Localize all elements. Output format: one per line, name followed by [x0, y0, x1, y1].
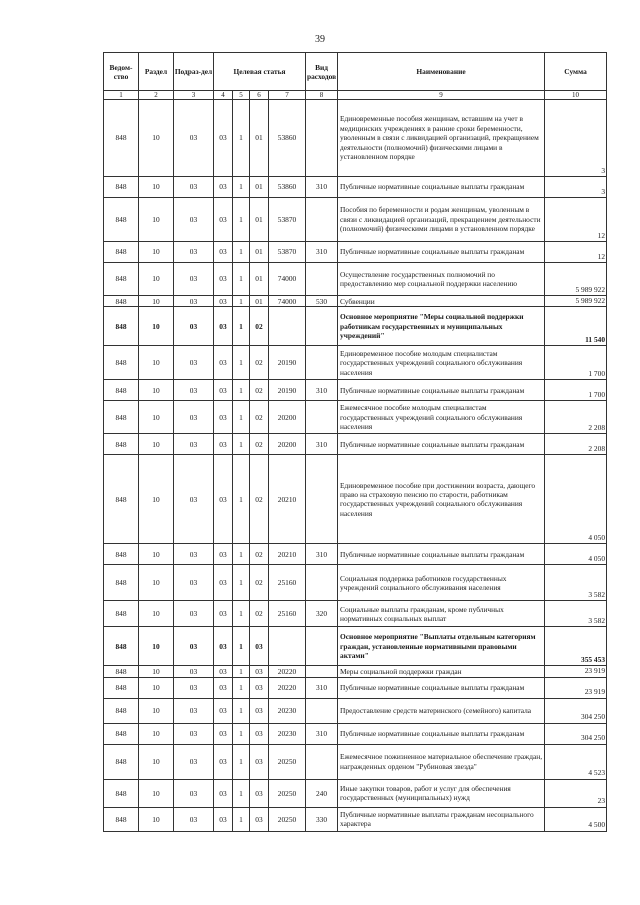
- column-number: 5: [233, 91, 250, 100]
- item-amount: 4 523: [545, 744, 607, 779]
- target-code-part2: 1: [233, 723, 250, 744]
- item-amount: 1 700: [545, 380, 607, 401]
- target-code-part3: 02: [250, 455, 269, 544]
- subsection-code: 03: [174, 307, 214, 346]
- header-naimenovanie: Наименование: [338, 53, 545, 91]
- target-code-part1: 03: [214, 723, 233, 744]
- subsection-code: 03: [174, 779, 214, 807]
- item-description: Единовременные пособия женщинам, вставшим на учет в медицинских учреждениях в ранние сроки беременности, уволенным в связи с ликвидацией организаций, прекращением деятельности (полномочий) физическими лицами в установленном порядке: [338, 100, 545, 177]
- subsection-code: 03: [174, 698, 214, 723]
- expense-type-code: 310: [306, 242, 338, 263]
- item-amount: 23 919: [545, 677, 607, 698]
- item-description: Публичные нормативные выплаты гражданам несоциального характера: [338, 807, 545, 831]
- expense-type-code: [306, 666, 338, 677]
- target-code-part1: 03: [214, 666, 233, 677]
- subsection-code: 03: [174, 380, 214, 401]
- header-podrazdel: Подраз-дел: [174, 53, 214, 91]
- header-celevaya-statya: Целевая статья: [214, 53, 306, 91]
- target-code-part2: 1: [233, 698, 250, 723]
- expense-type-code: 330: [306, 807, 338, 831]
- target-code-part3: 02: [250, 565, 269, 601]
- target-code-part3: 02: [250, 544, 269, 565]
- target-code-part1: 03: [214, 263, 233, 296]
- table-row: [104, 296, 607, 307]
- target-code-part2: 1: [233, 296, 250, 307]
- target-code-part3: 03: [250, 666, 269, 677]
- ministry-code: 848: [104, 434, 139, 455]
- header-row: [104, 53, 607, 91]
- item-description: Публичные нормативные социальные выплаты гражданам: [338, 434, 545, 455]
- target-code-part4: 20250: [269, 744, 306, 779]
- section-code: 10: [139, 779, 174, 807]
- target-code-part1: 03: [214, 434, 233, 455]
- target-code-part1: 03: [214, 177, 233, 198]
- subsection-code: 03: [174, 744, 214, 779]
- item-amount: 23: [545, 779, 607, 807]
- target-code-part1: 03: [214, 380, 233, 401]
- subsection-code: 03: [174, 263, 214, 296]
- target-code-part4: 74000: [269, 263, 306, 296]
- target-code-part1: 03: [214, 677, 233, 698]
- header-vid-rashodov: Вид расходов: [306, 53, 338, 91]
- target-code-part4: 53870: [269, 242, 306, 263]
- target-code-part1: 03: [214, 779, 233, 807]
- section-code: 10: [139, 198, 174, 242]
- target-code-part2: 1: [233, 666, 250, 677]
- header-vedomstvo: Ведом-ство: [104, 53, 139, 91]
- target-code-part2: 1: [233, 455, 250, 544]
- ministry-code: 848: [104, 779, 139, 807]
- table-row: [104, 544, 607, 565]
- target-code-part4: 25160: [269, 601, 306, 627]
- column-number-row: [104, 91, 607, 100]
- section-code: 10: [139, 677, 174, 698]
- ministry-code: 848: [104, 601, 139, 627]
- section-code: 10: [139, 401, 174, 434]
- section-code: 10: [139, 100, 174, 177]
- target-code-part4: 53860: [269, 100, 306, 177]
- expense-type-code: 310: [306, 434, 338, 455]
- subsection-code: 03: [174, 601, 214, 627]
- item-description: Ежемесячное пожизненное материальное обеспечение граждан, награжденных орденом "Рубиновая звезда": [338, 744, 545, 779]
- target-code-part1: 03: [214, 627, 233, 666]
- target-code-part2: 1: [233, 807, 250, 831]
- item-description: Предоставление средств материнского (семейного) капитала: [338, 698, 545, 723]
- section-code: 10: [139, 263, 174, 296]
- item-description: Осуществление государственных полномочий по предоставлению мер социальной поддержки населению: [338, 263, 545, 296]
- subsection-code: 03: [174, 242, 214, 263]
- section-code: 10: [139, 627, 174, 666]
- target-code-part4: 74000: [269, 296, 306, 307]
- item-description: Основное мероприятие "Меры социальной поддержки работникам государственных и муниципальных учреждений": [338, 307, 545, 346]
- item-amount: 4 050: [545, 544, 607, 565]
- table-row: [104, 601, 607, 627]
- target-code-part2: 1: [233, 307, 250, 346]
- target-code-part3: 01: [250, 100, 269, 177]
- item-amount: 23 919: [545, 666, 607, 677]
- column-number: 6: [250, 91, 269, 100]
- expense-type-code: [306, 627, 338, 666]
- target-code-part4: [269, 627, 306, 666]
- ministry-code: 848: [104, 807, 139, 831]
- table-row: [104, 100, 607, 177]
- expense-type-code: [306, 698, 338, 723]
- target-code-part1: 03: [214, 544, 233, 565]
- target-code-part1: 03: [214, 744, 233, 779]
- target-code-part3: 03: [250, 677, 269, 698]
- expense-type-code: [306, 307, 338, 346]
- target-code-part1: 03: [214, 601, 233, 627]
- section-code: 10: [139, 744, 174, 779]
- expense-type-code: 310: [306, 177, 338, 198]
- table-row: [104, 779, 607, 807]
- target-code-part4: 20200: [269, 401, 306, 434]
- target-code-part3: 01: [250, 198, 269, 242]
- section-code: 10: [139, 455, 174, 544]
- target-code-part3: 02: [250, 401, 269, 434]
- target-code-part2: 1: [233, 779, 250, 807]
- subsection-code: 03: [174, 401, 214, 434]
- target-code-part3: 01: [250, 296, 269, 307]
- target-code-part4: 53870: [269, 198, 306, 242]
- table-row: [104, 401, 607, 434]
- ministry-code: 848: [104, 177, 139, 198]
- item-amount: 2 208: [545, 434, 607, 455]
- target-code-part3: 01: [250, 263, 269, 296]
- ministry-code: 848: [104, 666, 139, 677]
- item-description: Иные закупки товаров, работ и услуг для обеспечения государственных (муниципальных) нужд: [338, 779, 545, 807]
- item-description: Социальные выплаты гражданам, кроме публичных нормативных социальных выплат: [338, 601, 545, 627]
- table-row: [104, 666, 607, 677]
- table-row: [104, 677, 607, 698]
- column-number: 9: [338, 91, 545, 100]
- target-code-part1: 03: [214, 198, 233, 242]
- column-number: 3: [174, 91, 214, 100]
- target-code-part2: 1: [233, 565, 250, 601]
- item-amount: 5 989 922: [545, 296, 607, 307]
- target-code-part4: [269, 307, 306, 346]
- budget-table: [103, 52, 607, 832]
- item-amount: 4 050: [545, 455, 607, 544]
- item-amount: 5 989 922: [545, 263, 607, 296]
- ministry-code: 848: [104, 565, 139, 601]
- item-amount: 2 208: [545, 401, 607, 434]
- subsection-code: 03: [174, 677, 214, 698]
- table-row: [104, 346, 607, 380]
- subsection-code: 03: [174, 723, 214, 744]
- item-description: Единовременное пособие молодым специалистам государственных учреждений социального обслуживания населения: [338, 346, 545, 380]
- target-code-part3: 03: [250, 627, 269, 666]
- subsection-code: 03: [174, 434, 214, 455]
- item-description: Публичные нормативные социальные выплаты гражданам: [338, 177, 545, 198]
- table-row: [104, 177, 607, 198]
- section-code: 10: [139, 177, 174, 198]
- target-code-part2: 1: [233, 198, 250, 242]
- ministry-code: 848: [104, 401, 139, 434]
- item-amount: 1 700: [545, 346, 607, 380]
- target-code-part3: 02: [250, 434, 269, 455]
- expense-type-code: [306, 198, 338, 242]
- expense-type-code: 310: [306, 544, 338, 565]
- item-amount: 4 500: [545, 807, 607, 831]
- section-code: 10: [139, 544, 174, 565]
- target-code-part1: 03: [214, 100, 233, 177]
- ministry-code: 848: [104, 627, 139, 666]
- target-code-part4: 53860: [269, 177, 306, 198]
- expense-type-code: 310: [306, 677, 338, 698]
- item-amount: 12: [545, 198, 607, 242]
- target-code-part4: 20230: [269, 723, 306, 744]
- subsection-code: 03: [174, 177, 214, 198]
- target-code-part3: 03: [250, 779, 269, 807]
- ministry-code: 848: [104, 263, 139, 296]
- target-code-part1: 03: [214, 565, 233, 601]
- section-code: 10: [139, 666, 174, 677]
- target-code-part4: 20210: [269, 455, 306, 544]
- target-code-part3: 03: [250, 698, 269, 723]
- item-description: Субвенции: [338, 296, 545, 307]
- section-code: 10: [139, 380, 174, 401]
- target-code-part2: 1: [233, 242, 250, 263]
- target-code-part1: 03: [214, 296, 233, 307]
- item-amount: 304 250: [545, 698, 607, 723]
- target-code-part1: 03: [214, 455, 233, 544]
- target-code-part4: 20230: [269, 698, 306, 723]
- expense-type-code: 310: [306, 380, 338, 401]
- target-code-part3: 02: [250, 380, 269, 401]
- target-code-part1: 03: [214, 698, 233, 723]
- budget-rows: [104, 100, 607, 832]
- column-number: 4: [214, 91, 233, 100]
- expense-type-code: 320: [306, 601, 338, 627]
- table-row: [104, 565, 607, 601]
- target-code-part4: 20220: [269, 677, 306, 698]
- item-description: Ежемесячное пособие молодым специалистам государственных учреждений социального обслуживания населения: [338, 401, 545, 434]
- column-number: 10: [545, 91, 607, 100]
- subsection-code: 03: [174, 296, 214, 307]
- item-description: Публичные нормативные социальные выплаты гражданам: [338, 380, 545, 401]
- target-code-part2: 1: [233, 177, 250, 198]
- subsection-code: 03: [174, 807, 214, 831]
- target-code-part2: 1: [233, 434, 250, 455]
- target-code-part1: 03: [214, 346, 233, 380]
- target-code-part3: 02: [250, 346, 269, 380]
- target-code-part3: 01: [250, 242, 269, 263]
- expense-type-code: 310: [306, 723, 338, 744]
- subsection-code: 03: [174, 544, 214, 565]
- section-code: 10: [139, 434, 174, 455]
- target-code-part4: 25160: [269, 565, 306, 601]
- target-code-part1: 03: [214, 807, 233, 831]
- ministry-code: 848: [104, 744, 139, 779]
- target-code-part2: 1: [233, 601, 250, 627]
- page-number: 39: [315, 34, 325, 45]
- section-code: 10: [139, 307, 174, 346]
- item-amount: 355 453: [545, 627, 607, 666]
- ministry-code: 848: [104, 198, 139, 242]
- ministry-code: 848: [104, 544, 139, 565]
- item-description: Публичные нормативные социальные выплаты гражданам: [338, 723, 545, 744]
- expense-type-code: [306, 100, 338, 177]
- item-amount: 12: [545, 242, 607, 263]
- target-code-part4: 20190: [269, 380, 306, 401]
- ministry-code: 848: [104, 242, 139, 263]
- section-code: 10: [139, 807, 174, 831]
- ministry-code: 848: [104, 723, 139, 744]
- table-row: [104, 263, 607, 296]
- header-summa: Сумма: [545, 53, 607, 91]
- target-code-part4: 20250: [269, 807, 306, 831]
- target-code-part4: 20200: [269, 434, 306, 455]
- section-code: 10: [139, 601, 174, 627]
- ministry-code: 848: [104, 307, 139, 346]
- target-code-part4: 20210: [269, 544, 306, 565]
- item-description: Социальная поддержка работников государственных учреждений социального обслуживания населения: [338, 565, 545, 601]
- section-code: 10: [139, 296, 174, 307]
- table-row: [104, 723, 607, 744]
- section-code: 10: [139, 723, 174, 744]
- table-row: [104, 434, 607, 455]
- target-code-part3: 03: [250, 723, 269, 744]
- expense-type-code: [306, 565, 338, 601]
- table-row: [104, 807, 607, 831]
- item-amount: 11 540: [545, 307, 607, 346]
- target-code-part2: 1: [233, 380, 250, 401]
- item-description: Публичные нормативные социальные выплаты гражданам: [338, 242, 545, 263]
- item-amount: 3: [545, 100, 607, 177]
- subsection-code: 03: [174, 666, 214, 677]
- item-description: Основное мероприятие "Выплаты отдельным категориям граждан, установленные нормативными правовыми актами": [338, 627, 545, 666]
- table-row: [104, 744, 607, 779]
- target-code-part4: 20220: [269, 666, 306, 677]
- ministry-code: 848: [104, 100, 139, 177]
- expense-type-code: [306, 263, 338, 296]
- item-amount: 3 582: [545, 565, 607, 601]
- table-row: [104, 455, 607, 544]
- item-description: Публичные нормативные социальные выплаты гражданам: [338, 544, 545, 565]
- target-code-part2: 1: [233, 263, 250, 296]
- item-description: Пособия по беременности и родам женщинам, уволенным в связи с ликвидацией организаций, прекращением деятельности (полномочий) физическими лицами в установленном порядке: [338, 198, 545, 242]
- expense-type-code: 240: [306, 779, 338, 807]
- table-row: [104, 627, 607, 666]
- expense-type-code: 530: [306, 296, 338, 307]
- subsection-code: 03: [174, 198, 214, 242]
- target-code-part2: 1: [233, 744, 250, 779]
- target-code-part2: 1: [233, 627, 250, 666]
- target-code-part3: 02: [250, 307, 269, 346]
- table-row: [104, 242, 607, 263]
- ministry-code: 848: [104, 698, 139, 723]
- ministry-code: 848: [104, 677, 139, 698]
- subsection-code: 03: [174, 455, 214, 544]
- section-code: 10: [139, 242, 174, 263]
- subsection-code: 03: [174, 100, 214, 177]
- header-razdel: Раздел: [139, 53, 174, 91]
- target-code-part1: 03: [214, 242, 233, 263]
- column-number: 7: [269, 91, 306, 100]
- table-row: [104, 380, 607, 401]
- expense-type-code: [306, 401, 338, 434]
- ministry-code: 848: [104, 455, 139, 544]
- item-amount: 3: [545, 177, 607, 198]
- target-code-part1: 03: [214, 307, 233, 346]
- expense-type-code: [306, 455, 338, 544]
- expense-type-code: [306, 744, 338, 779]
- table-row: [104, 307, 607, 346]
- expense-type-code: [306, 346, 338, 380]
- section-code: 10: [139, 698, 174, 723]
- target-code-part3: 02: [250, 601, 269, 627]
- column-number: 1: [104, 91, 139, 100]
- subsection-code: 03: [174, 346, 214, 380]
- item-amount: 304 250: [545, 723, 607, 744]
- section-code: 10: [139, 346, 174, 380]
- target-code-part3: 03: [250, 807, 269, 831]
- target-code-part2: 1: [233, 346, 250, 380]
- ministry-code: 848: [104, 296, 139, 307]
- target-code-part4: 20190: [269, 346, 306, 380]
- target-code-part1: 03: [214, 401, 233, 434]
- item-description: Публичные нормативные социальные выплаты гражданам: [338, 677, 545, 698]
- table-row: [104, 698, 607, 723]
- ministry-code: 848: [104, 346, 139, 380]
- table-row: [104, 198, 607, 242]
- target-code-part4: 20250: [269, 779, 306, 807]
- item-description: Меры социальной поддержки граждан: [338, 666, 545, 677]
- ministry-code: 848: [104, 380, 139, 401]
- target-code-part2: 1: [233, 544, 250, 565]
- target-code-part3: 01: [250, 177, 269, 198]
- column-number: 8: [306, 91, 338, 100]
- subsection-code: 03: [174, 565, 214, 601]
- subsection-code: 03: [174, 627, 214, 666]
- target-code-part2: 1: [233, 100, 250, 177]
- target-code-part2: 1: [233, 677, 250, 698]
- target-code-part2: 1: [233, 401, 250, 434]
- target-code-part3: 03: [250, 744, 269, 779]
- item-amount: 3 582: [545, 601, 607, 627]
- section-code: 10: [139, 565, 174, 601]
- item-description: Единовременное пособие при достижении возраста, дающего право на страховую пенсию по старости, работникам государственных учреждений социального обслуживания населения: [338, 455, 545, 544]
- column-number: 2: [139, 91, 174, 100]
